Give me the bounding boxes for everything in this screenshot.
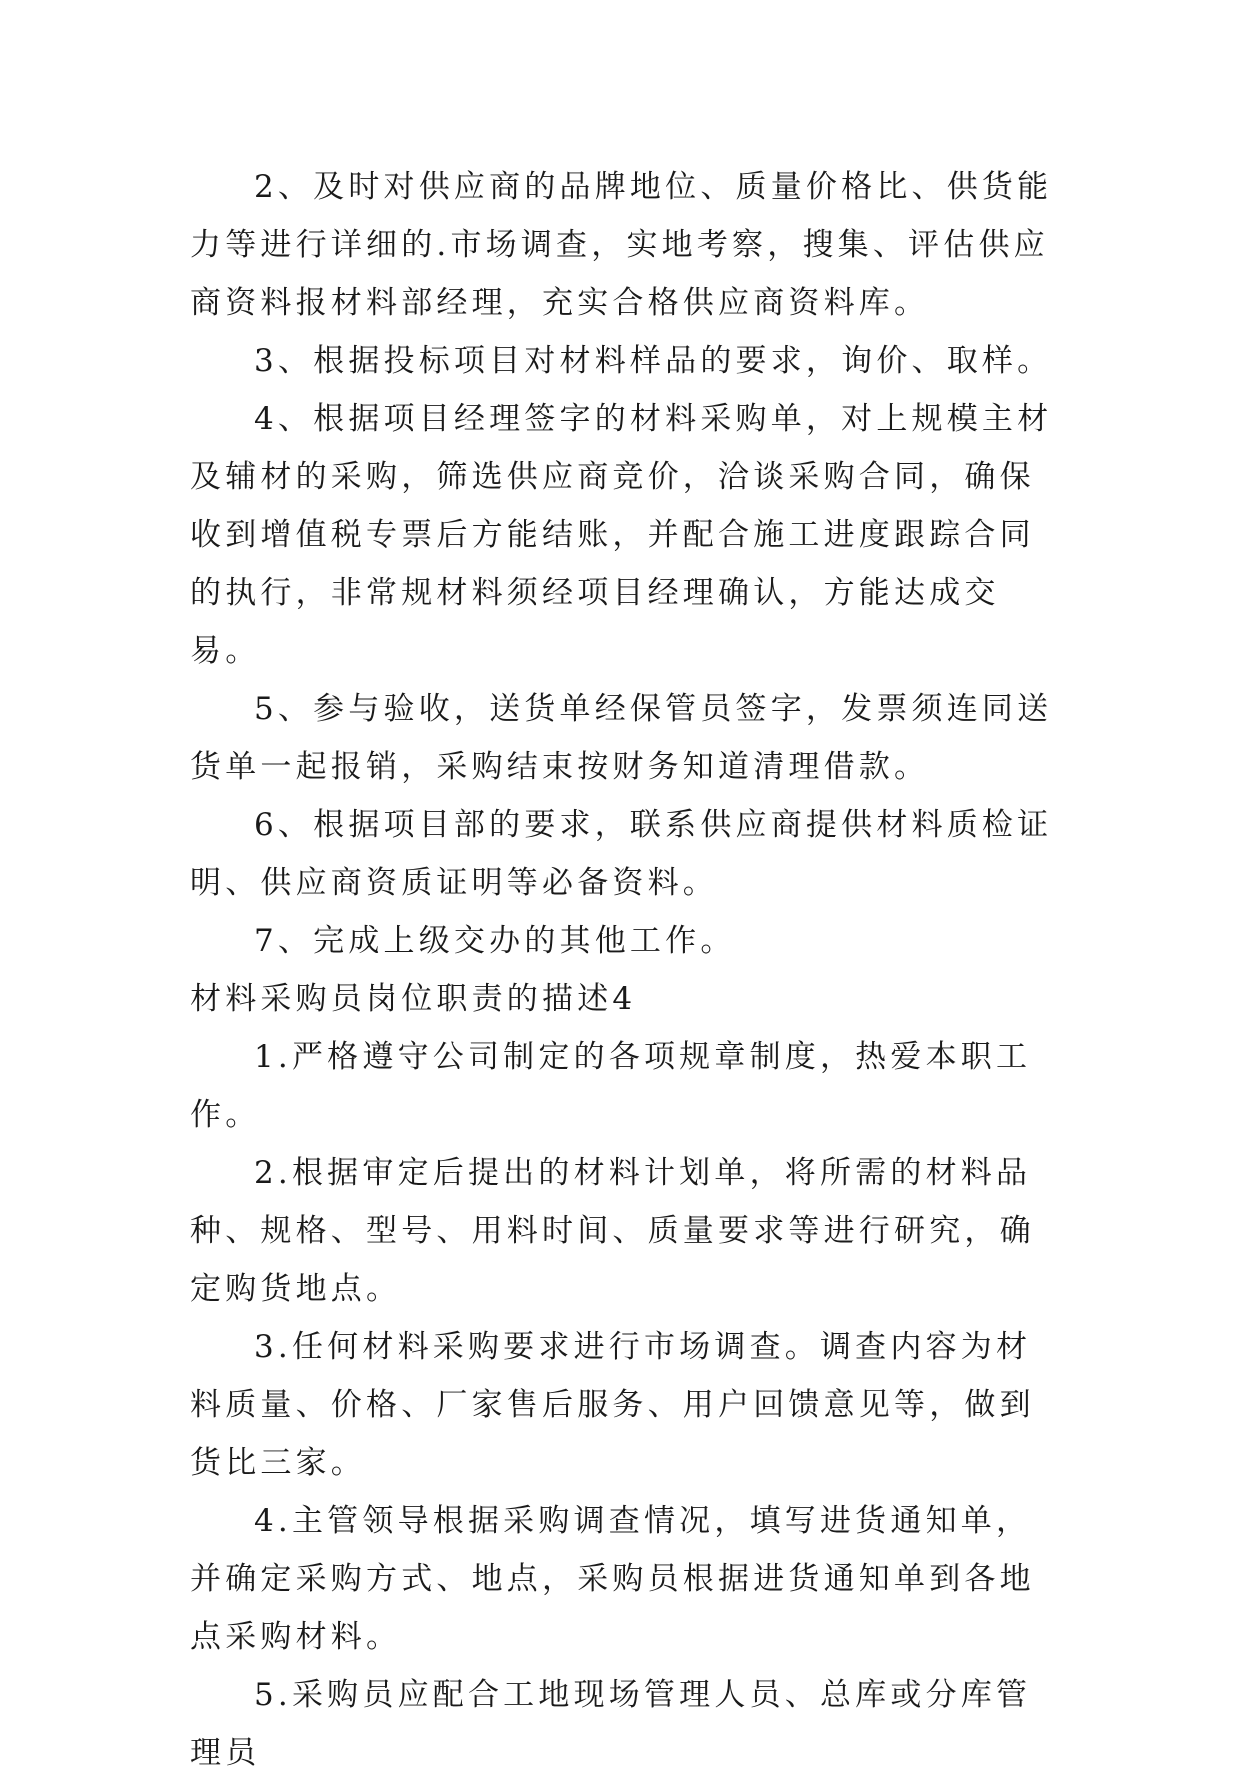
paragraph-item-4: 4、根据项目经理签字的材料采购单，对上规模主材及辅材的采购，筛选供应商竞价，洽谈采购合同，确保收到增值税专票后方能结账，并配合施工进度跟踪合同的执行，非常规材料须经项目经理确认，方能达成交易。 — [190, 401, 1053, 669]
paragraph-item-5: 5、参与验收，送货单经保管员签字，发票须连同送货单一起报销，采购结束按财务知道清理借款。 — [190, 691, 1053, 785]
paragraph-item-6: 6、根据项目部的要求，联系供应商提供材料质检证明、供应商资质证明等必备资料。 — [190, 807, 1053, 901]
paragraph-numbered-3: 3.任何材料采购要求进行市场调查。调查内容为材料质量、价格、厂家售后服务、用户回馈意见等，做到货比三家。 — [190, 1329, 1035, 1481]
paragraph-numbered-5: 5.采购员应配合工地现场管理人员、总库或分库管理员 — [190, 1677, 1032, 1771]
paragraph-numbered-2: 2.根据审定后提出的材料计划单，将所需的材料品种、规格、型号、用料时间、质量要求等进行研究，确定购货地点。 — [190, 1155, 1035, 1307]
section-heading: 材料采购员岗位职责的描述4 — [190, 981, 637, 1017]
paragraph-item-7: 7、完成上级交办的其他工作。 — [254, 923, 736, 959]
paragraph-numbered-1: 1.严格遵守公司制定的各项规章制度，热爱本职工作。 — [190, 1039, 1032, 1133]
paragraph-item-3: 3、根据投标项目对材料样品的要求，询价、取样。 — [254, 343, 1053, 379]
document-page — [190, 158, 1060, 1782]
paragraph-item-2: 2、及时对供应商的品牌地位、质量价格比、供货能力等进行详细的.市场调查，实地考察，搜集、评估供应商资料报材料部经理，充实合格供应商资料库。 — [190, 169, 1053, 321]
paragraph-numbered-4: 4.主管领导根据采购调查情况，填写进货通知单，并确定采购方式、地点，采购员根据进货通知单到各地点采购材料。 — [190, 1503, 1035, 1655]
